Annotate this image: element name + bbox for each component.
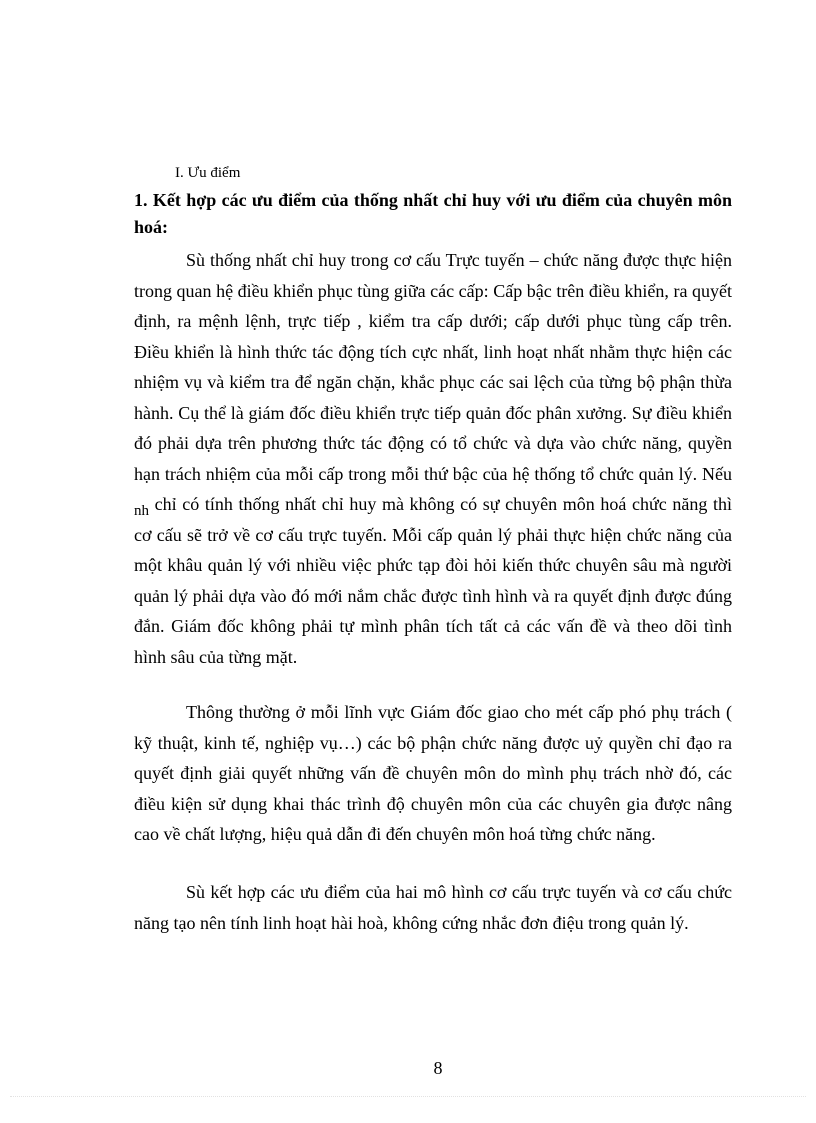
page-bottom-divider (10, 1096, 806, 1097)
page-number: 8 (433, 1058, 443, 1078)
paragraph-1-text-start: Sù thống nhất chỉ huy trong cơ cấu Trực tuyến – chức năng được thực hiện trong quan hệ điều khiển phục tùng giữa các cấp: Cấp bậc trên điều khiển, ra quyết định, ra mệnh lệnh, trực tiếp , kiểm tra cấp dưới; cấp dưới phục tùng cấp trên. Điều khiển là hình thức tác động tích cực nhất, linh hoạt nhất nhằm thực hiện các nhiệm vụ và kiểm tra để ngăn chặn, khắc phục các sai lệch của từng bộ phận thừa hành. Cụ thể là giám đốc điều khiển trực tiếp quản đốc phân xưởng. Sự điều khiển đó phải dựa trên phương thức tác động có tổ chức và dựa vào chức năng, quyền hạn trách nhiệm của mỗi cấp trong mỗi thứ bậc của hệ thống tổ chức quản lý. Nếu (134, 250, 732, 484)
paragraph-1-text-end: chỉ có tính thống nhất chỉ huy mà không có sự chuyên môn hoá chức năng thì cơ cấu sẽ trở về cơ cấu trực tuyến. Mỗi cấp quản lý phải thực hiện chức năng của một khâu quản lý với nhiều việc phức tạp đòi hỏi kiến thức chuyên sâu mà người quản lý phải dựa vào đó mới nắm chắc được tình hình và ra quyết định được đúng đắn. Giám đốc không phải tự mình phân tích tất cả các vấn đề và theo dõi tình hình sâu của từng mặt. (134, 494, 732, 667)
paragraph-3: Sù kết hợp các ưu điểm của hai mô hình cơ cấu trực tuyến và cơ cấu chức năng tạo nên tính linh hoạt hài hoà, không cứng nhắc đơn điệu trong quản lý. (134, 882, 732, 933)
section-heading: I. Ưu điểm (175, 165, 241, 181)
paragraph-1 (134, 245, 732, 672)
subsection-heading: 1. Kết hợp các ưu điểm của thống nhất chỉ huy với ưu điểm của chuyên môn hoá: (134, 190, 732, 237)
paragraph-1-subscript-fragment: nh (134, 503, 149, 519)
paragraph-2: Thông thường ở mỗi lĩnh vực Giám đốc giao cho mét cấp phó phụ trách ( kỹ thuật, kinh tế, nghiệp vụ…) các bộ phận chức năng được uỷ quyền chỉ đạo ra quyết định giải quyết những vấn đề chuyên môn do mình phụ trách nhờ đó, các điều kiện sử dụng khai thác trình độ chuyên môn của các chuyên gia được nâng cao về chất lượng, hiệu quả dẫn đi đến chuyên môn hoá từng chức năng. (134, 702, 732, 844)
